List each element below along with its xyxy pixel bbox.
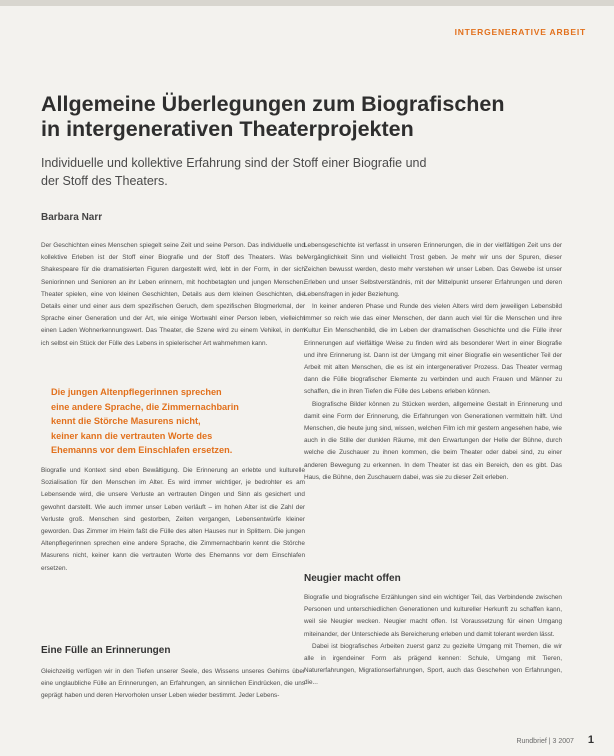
left-column-end: [41, 666, 305, 703]
right-column-bottom: [304, 592, 562, 690]
body-paragraph: Lebensgeschichte ist verfasst in unseren Erinnerungen, die in der vielfältigen Zeit uns der Vergänglichkeit Sinn und vielleicht Trost geben. Je mehr wir uns der Spuren, dieser Zeichen bewusst werden, desto mehr verstehen wir unser Leben. Das Gewebe ist unser Erleben und unser Selbstverständnis, mit der Mittelpunkt unserer Erfahrungen und deren Lebensfragen in jeder Beziehung.: [304, 242, 562, 298]
body-paragraph: Der Geschichten eines Menschen spiegelt seine Zeit und seine Person. Das individuelle und kollektive Erleben ist der Stoff einer Biografie und der Stoff des Theaters. Was bei Shakespeare für die dramatisierten Figuren dargestellt wird, lebt in der Form, in der sich Seniorinnen und Senioren an ihr Leben erinnern, mit hochbetagten und jungen Menschen. Theater spielen, eine von kleinen Geschichten, Details aus dem kleinen Geschichten, die Details einer und einer aus dem spezifischen Geruch, dem spezifischen Blogmerkmal, der Sprache einer Generation und der Art, wie einige Wortwahl einer Person leben, vielleicht einen Laden Wohnerkennungswert. Das Theater, die Szene wird zu einem Vehikel, in dem ich selbst ein Stück der Fülle des Lebens in spielerischer Art wahrnehmen kann.: [41, 242, 305, 347]
section-label: INTERGENERATIVE ARBEIT: [454, 27, 586, 37]
left-column-intro: [41, 240, 305, 350]
subheading-right: Neugier macht offen: [304, 573, 401, 584]
author-name: Barbara Narr: [41, 212, 103, 223]
article-subtitle: [41, 154, 511, 190]
quote-line: kennt die Störche Masurens nicht,: [51, 416, 201, 426]
quote-line: Die jungen Altenpflegerinnen sprechen: [51, 387, 222, 397]
body-paragraph: Biografie und Kontext sind eben Bewältigung. Die Erinnerung an erlebte und kulturelle Sozialisation für den Menschen im Alter. Es wird immer wichtiger, je bedrohter es am Lebensende wird, die unsere Verluste an vertrauten Dingen und Sinn als gesichert und gewohnt darstellt. Wie auch immer unser Leben verläuft – im hohen Alter ist die Zahl der Verluste groß. Menschen sind gestorben, Zeiten vergangen, Lebensentwürfe kleiner geworden. Das Zimmer im Heim faßt die Fülle des alten Hauses nur in Splittern. Die jungen Altenpflegerinnen sprechen eine andere Sprache, die Zimmernachbarin kennt die Störche Masurens nicht, keiner kann die vertrauten Worte des Ehemanns vor dem Einschlafen ersetzen.: [41, 467, 305, 572]
footer-publication: Rundbrief | 3 2007: [516, 738, 574, 745]
quote-line: keiner kann die vertrauten Worte des: [51, 430, 213, 441]
right-column-top: [304, 240, 562, 484]
subheading-left: Eine Fülle an Erinnerungen: [41, 645, 171, 656]
body-paragraph: Biografie und biografische Erzählungen sind ein wichtiger Teil, das Verbindende zwischen Personen und unterschiedlichen Generationen und kultureller Herkunft zu schaffen kann, weil sie Neugier wecken. Neugier macht offen. Ist Voraussetzung für einen Umgang miteinander, der Unterschiede als Bereicherung erleben und damit tolerant werden lässt.: [304, 594, 562, 638]
body-paragraph: Biografische Bilder können zu Stücken werden, allgemeine Gestalt in Erinnerung und damit eine Form der Erinnerung, die Erfahrungen von Generationen vermitteln hilft. Und Menschen, die heute jung sind, wissen, welchen Film ich mir gestern angesehen habe, wie auch in die Stille der dunklen Räume, mit den Erwartungen der Helle der Bühne, durch welche die Zuschauer zu ihnen kommen, die beim Theater oder dabei sind, zu einer anderen Bewegung zu erkennen. In dem Theater ist das ein Bereich, den es gibt. Das Haus, die Bühne, den Zuschauern dabei, was sie zu dieser Zeit erleben.: [304, 400, 562, 481]
body-paragraph: In keiner anderen Phase und Runde des vielen Alters wird dem jeweiligen Lebensbild immer so reich wie das einer Menschen, der dann auch viel für die Menschen und ihre Kultur Ein Menschenbild, die im Leben der dramatischen Geschichte und die Fülle ihrer Erinnerungen auf vielfältige Weise zu finden wird als besonderer Wert in einer Biografie und ihre Erinnerung ist. Dann ist der Umgang mit einer Biografie ein wesentlicher Teil der Arbeit mit alten Menschen, die es ist ein intergenerativer Prozess. Das Theater vermag dann die Fülle biografischer Elemente zu verbinden und auch Frauen und Männer zu schaffen, die in ihren Tiefen die Fülle des Lebens erleben können.: [304, 303, 562, 396]
title-line: in intergenerativen Theaterprojekten: [41, 117, 414, 141]
body-paragraph: Gleichzeitig verfügen wir in den Tiefen unserer Seele, des Wissens unseres Gehirns über eine unglaubliche Fülle an Erinnerungen, an Erfahrungen, an sinnlichen Eindrücken, die uns geprägt haben und deren Hervorholen unser Leben wieder bestimmt. Jeder Lebens-: [41, 668, 305, 700]
page-footer: [516, 734, 594, 746]
title-line: Allgemeine Überlegungen zum Biografischen: [41, 92, 505, 116]
subtitle-line: der Stoff des Theaters.: [41, 174, 168, 188]
article-title: [41, 92, 561, 142]
page-number: 1: [587, 734, 594, 746]
top-edge: [0, 0, 614, 6]
body-paragraph: Dabei ist biografisches Arbeiten zuerst ganz zu gezielte Umgang mit Themen, die wir alle in irgendeiner Form als prägend kennen: Schule, Umgang mit Tieren, Naturerfahrungen, Migrationserfahrungen, Sport, auch das Geschehen von Erfahrungen, die...: [304, 642, 562, 687]
subtitle-line: Individuelle und kollektive Erfahrung sind der Stoff einer Biografie und: [41, 156, 427, 170]
pull-quote: [51, 385, 291, 458]
left-column-middle: [41, 465, 305, 575]
quote-line: Ehemanns vor dem Einschlafen ersetzen.: [51, 445, 233, 455]
quote-line: eine andere Sprache, die Zimmernachbarin: [51, 401, 239, 412]
